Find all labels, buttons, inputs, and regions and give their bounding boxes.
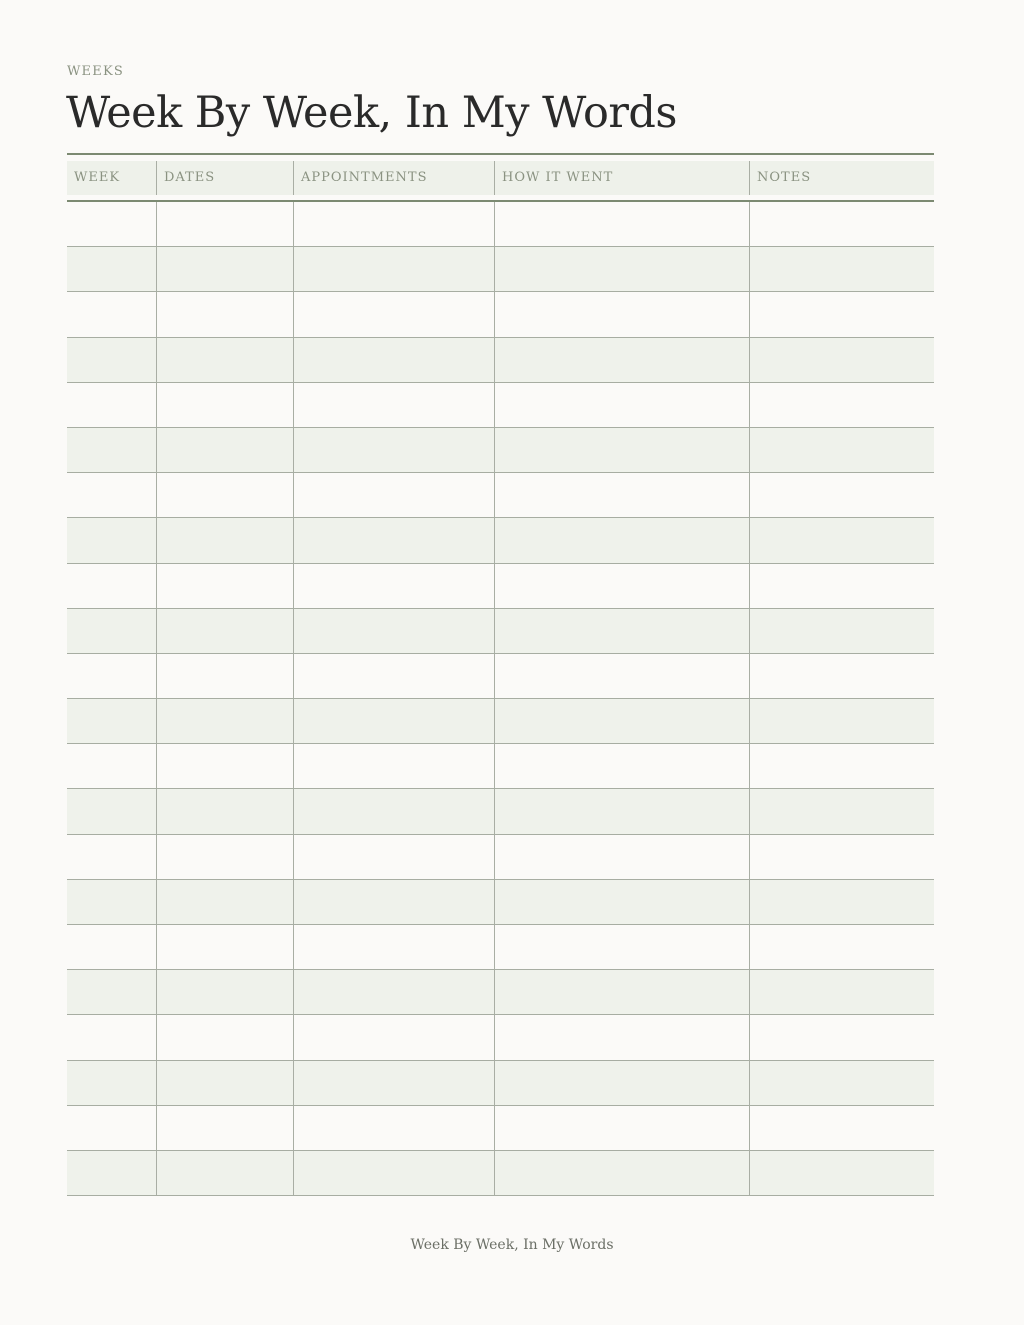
dates-cell[interactable] <box>157 473 294 517</box>
notes-cell[interactable] <box>750 428 934 472</box>
week-cell[interactable] <box>67 473 157 517</box>
week-cell[interactable] <box>67 880 157 924</box>
week-cell[interactable] <box>67 518 157 562</box>
how-it-went-cell[interactable] <box>495 428 750 472</box>
dates-cell[interactable] <box>157 1015 294 1059</box>
appointments-cell[interactable] <box>294 970 495 1014</box>
dates-cell[interactable] <box>157 202 294 246</box>
page-title: Week By Week, In My Words <box>66 88 677 138</box>
notes-cell[interactable] <box>750 473 934 517</box>
how-it-went-cell[interactable] <box>495 699 750 743</box>
appointments-cell[interactable] <box>294 609 495 653</box>
week-cell[interactable] <box>67 744 157 788</box>
notes-cell[interactable] <box>750 338 934 382</box>
table-row <box>67 654 934 699</box>
table-row <box>67 880 934 925</box>
dates-cell[interactable] <box>157 654 294 698</box>
how-it-went-cell[interactable] <box>495 564 750 608</box>
appointments-cell[interactable] <box>294 1015 495 1059</box>
how-it-went-cell[interactable] <box>495 292 750 336</box>
week-cell[interactable] <box>67 609 157 653</box>
appointments-cell[interactable] <box>294 1061 495 1105</box>
appointments-cell[interactable] <box>294 202 495 246</box>
notes-cell[interactable] <box>750 925 934 969</box>
dates-cell[interactable] <box>157 699 294 743</box>
appointments-cell[interactable] <box>294 1106 495 1150</box>
dates-cell[interactable] <box>157 338 294 382</box>
week-cell[interactable] <box>67 383 157 427</box>
table-row <box>67 925 934 970</box>
column-header-week: WEEK <box>67 161 157 195</box>
how-it-went-cell[interactable] <box>495 338 750 382</box>
dates-cell[interactable] <box>157 1106 294 1150</box>
appointments-cell[interactable] <box>294 292 495 336</box>
dates-cell[interactable] <box>157 744 294 788</box>
how-it-went-cell[interactable] <box>495 1106 750 1150</box>
how-it-went-cell[interactable] <box>495 835 750 879</box>
table-row <box>67 1151 934 1196</box>
how-it-went-cell[interactable] <box>495 789 750 833</box>
column-header-appointments: APPOINTMENTS <box>294 161 495 195</box>
notes-cell[interactable] <box>750 247 934 291</box>
page-footer: Week By Week, In My Words <box>410 1237 614 1253</box>
notes-cell[interactable] <box>750 970 934 1014</box>
notes-cell[interactable] <box>750 654 934 698</box>
appointments-cell[interactable] <box>294 473 495 517</box>
week-cell[interactable] <box>67 1106 157 1150</box>
notes-cell[interactable] <box>750 699 934 743</box>
appointments-cell[interactable] <box>294 744 495 788</box>
notes-cell[interactable] <box>750 518 934 562</box>
weekly-log-table <box>67 153 934 1196</box>
table-row <box>67 699 934 744</box>
table-row <box>67 744 934 789</box>
appointments-cell[interactable] <box>294 835 495 879</box>
notes-cell[interactable] <box>750 744 934 788</box>
appointments-cell[interactable] <box>294 880 495 924</box>
table-row <box>67 383 934 428</box>
dates-cell[interactable] <box>157 564 294 608</box>
column-header-how-it-went: HOW IT WENT <box>495 161 750 195</box>
how-it-went-cell[interactable] <box>495 473 750 517</box>
how-it-went-cell[interactable] <box>495 970 750 1014</box>
appointments-cell[interactable] <box>294 518 495 562</box>
table-row <box>67 1061 934 1106</box>
dates-cell[interactable] <box>157 970 294 1014</box>
appointments-cell[interactable] <box>294 247 495 291</box>
table-row <box>67 518 934 563</box>
week-cell[interactable] <box>67 699 157 743</box>
dates-cell[interactable] <box>157 428 294 472</box>
table-row <box>67 247 934 292</box>
how-it-went-cell[interactable] <box>495 247 750 291</box>
notes-cell[interactable] <box>750 789 934 833</box>
dates-cell[interactable] <box>157 925 294 969</box>
dates-cell[interactable] <box>157 383 294 427</box>
dates-cell[interactable] <box>157 1061 294 1105</box>
week-cell[interactable] <box>67 1151 157 1195</box>
how-it-went-cell[interactable] <box>495 202 750 246</box>
how-it-went-cell[interactable] <box>495 880 750 924</box>
table-row <box>67 292 934 337</box>
dates-cell[interactable] <box>157 609 294 653</box>
notes-cell[interactable] <box>750 1106 934 1150</box>
dates-cell[interactable] <box>157 1151 294 1195</box>
notes-cell[interactable] <box>750 880 934 924</box>
dates-cell[interactable] <box>157 518 294 562</box>
notes-cell[interactable] <box>750 835 934 879</box>
table-row <box>67 1015 934 1060</box>
how-it-went-cell[interactable] <box>495 1151 750 1195</box>
dates-cell[interactable] <box>157 292 294 336</box>
table-row <box>67 789 934 834</box>
table-row <box>67 428 934 473</box>
notes-cell[interactable] <box>750 292 934 336</box>
table-header-row <box>67 155 934 202</box>
table-row <box>67 202 934 247</box>
week-cell[interactable] <box>67 202 157 246</box>
how-it-went-cell[interactable] <box>495 518 750 562</box>
notes-cell[interactable] <box>750 1061 934 1105</box>
week-cell[interactable] <box>67 1015 157 1059</box>
dates-cell[interactable] <box>157 835 294 879</box>
section-eyebrow: WEEKS <box>67 64 124 79</box>
appointments-cell[interactable] <box>294 383 495 427</box>
table-row <box>67 1106 934 1151</box>
week-cell[interactable] <box>67 292 157 336</box>
how-it-went-cell[interactable] <box>495 925 750 969</box>
how-it-went-cell[interactable] <box>495 609 750 653</box>
notes-cell[interactable] <box>750 1151 934 1195</box>
appointments-cell[interactable] <box>294 564 495 608</box>
week-cell[interactable] <box>67 789 157 833</box>
appointments-cell[interactable] <box>294 338 495 382</box>
table-row <box>67 338 934 383</box>
week-cell[interactable] <box>67 338 157 382</box>
appointments-cell[interactable] <box>294 654 495 698</box>
table-body <box>67 202 934 1196</box>
appointments-cell[interactable] <box>294 1151 495 1195</box>
notes-cell[interactable] <box>750 1015 934 1059</box>
notes-cell[interactable] <box>750 202 934 246</box>
table-row <box>67 609 934 654</box>
table-row <box>67 835 934 880</box>
column-header-notes: NOTES <box>750 161 934 195</box>
dates-cell[interactable] <box>157 789 294 833</box>
dates-cell[interactable] <box>157 247 294 291</box>
appointments-cell[interactable] <box>294 428 495 472</box>
notes-cell[interactable] <box>750 609 934 653</box>
week-cell[interactable] <box>67 564 157 608</box>
table-row <box>67 564 934 609</box>
appointments-cell[interactable] <box>294 789 495 833</box>
how-it-went-cell[interactable] <box>495 1061 750 1105</box>
week-cell[interactable] <box>67 970 157 1014</box>
appointments-cell[interactable] <box>294 699 495 743</box>
table-row <box>67 970 934 1015</box>
how-it-went-cell[interactable] <box>495 654 750 698</box>
notes-cell[interactable] <box>750 564 934 608</box>
week-cell[interactable] <box>67 428 157 472</box>
column-header-dates: DATES <box>157 161 294 195</box>
how-it-went-cell[interactable] <box>495 744 750 788</box>
appointments-cell[interactable] <box>294 925 495 969</box>
week-cell[interactable] <box>67 835 157 879</box>
how-it-went-cell[interactable] <box>495 1015 750 1059</box>
notes-cell[interactable] <box>750 383 934 427</box>
week-cell[interactable] <box>67 1061 157 1105</box>
table-row <box>67 473 934 518</box>
week-cell[interactable] <box>67 925 157 969</box>
week-cell[interactable] <box>67 247 157 291</box>
how-it-went-cell[interactable] <box>495 383 750 427</box>
week-cell[interactable] <box>67 654 157 698</box>
dates-cell[interactable] <box>157 880 294 924</box>
